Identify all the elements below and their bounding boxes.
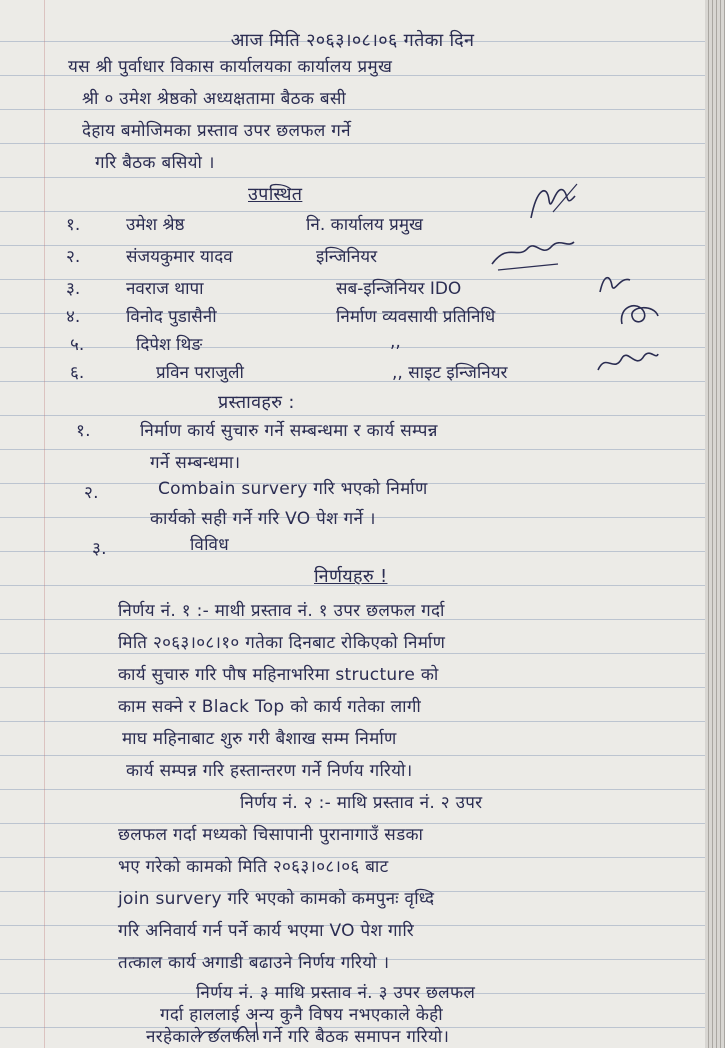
signature-2 bbox=[488, 234, 578, 274]
date-line: आज मिति २०६३।०८।०६ गतेका दिन bbox=[230, 30, 475, 51]
attendee-role: नि. कार्यालय प्रमुख bbox=[306, 215, 423, 235]
attendee-role: ,, साइट इन्जिनियर bbox=[392, 363, 508, 383]
attendee-row bbox=[70, 332, 570, 360]
decision-line: माघ महिनाबाट शुरु गरी बैशाख सम्म निर्माण bbox=[122, 729, 397, 749]
decision-line: भए गरेको कामको मिति २०६३।०८।०६ बाट bbox=[118, 857, 389, 877]
attendee-row bbox=[66, 276, 586, 304]
decision-line: गर्दा हाललाई अन्य कुनै विषय नभएकाले केही bbox=[160, 1005, 443, 1025]
signature-6 bbox=[196, 1016, 286, 1046]
attendee-row bbox=[70, 360, 630, 388]
proposal-line: विविध bbox=[190, 535, 230, 555]
attendee-number: १. bbox=[66, 215, 81, 235]
proposals-heading: प्रस्तावहरु : bbox=[218, 392, 295, 413]
proposal-number: ३. bbox=[92, 539, 107, 559]
attendee-role: ,, bbox=[390, 332, 401, 352]
decision-line: कार्य सम्पन्न गरि हस्तान्तरण गर्ने निर्णय गरियो। bbox=[126, 761, 413, 781]
decision-line: काम सक्ने र Black Top को कार्य गतेका लागी bbox=[118, 697, 422, 717]
signature-3 bbox=[596, 268, 636, 298]
decisions-heading: निर्णयहरु ! bbox=[314, 566, 388, 587]
decision-line: मिति २०६३।०८।१० गतेका दिनबाट रोकिएको निर्माण bbox=[118, 633, 446, 653]
decision-line: निर्णय नं. २ :- माथि प्रस्ताव नं. २ उपर bbox=[240, 793, 483, 813]
intro-line-1: यस श्री पुर्वाधार विकास कार्यालयका कार्यालय प्रमुख bbox=[68, 57, 393, 77]
attendee-number: ४. bbox=[66, 307, 81, 327]
attendee-number: ५. bbox=[70, 335, 85, 355]
proposal-line: Combain survery गरि भएको निर्माण bbox=[158, 479, 428, 499]
decision-line: निर्णय नं. १ :- माथी प्रस्ताव नं. १ उपर छलफल गर्दा bbox=[118, 601, 445, 621]
decision-line: कार्य सुचारु गरि पौष महिनाभरिमा structure को bbox=[118, 665, 439, 685]
proposal-line: गर्ने सम्बन्धमा। bbox=[150, 453, 241, 473]
attendee-number: ३. bbox=[66, 279, 81, 299]
signature-1 bbox=[525, 178, 585, 226]
intro-line-3: देहाय बमोजिमका प्रस्ताव उपर छलफल गर्ने bbox=[82, 121, 351, 141]
attendee-number: ६. bbox=[70, 363, 85, 383]
proposal-number: १. bbox=[76, 421, 91, 441]
signature-5 bbox=[592, 344, 662, 380]
attendee-name: दिपेश थिङ bbox=[136, 335, 203, 355]
attendee-role: सब-इन्जिनियर IDO bbox=[336, 279, 462, 299]
attendee-name: विनोद पुडासैनी bbox=[126, 307, 217, 327]
intro-line-2: श्री ० उमेश श्रेष्ठको अध्यक्षतामा बैठक बसी bbox=[82, 89, 347, 109]
margin-line bbox=[44, 0, 45, 1048]
attendees-heading: उपस्थित bbox=[248, 184, 303, 205]
intro-line-4: गरि बैठक बसियो । bbox=[95, 153, 215, 173]
signature-4 bbox=[614, 296, 664, 332]
attendee-number: २. bbox=[66, 247, 81, 267]
attendee-name: संजयकुमार यादव bbox=[126, 247, 233, 267]
proposal-number: २. bbox=[84, 483, 99, 503]
attendee-name: प्रविन पराजुली bbox=[156, 363, 244, 383]
attendee-role: निर्माण व्यवसायी प्रतिनिधि bbox=[336, 307, 496, 327]
decision-line: नरहेकाले छलफल गर्ने गरि बैठक समापन गरियो। bbox=[146, 1027, 450, 1047]
decision-line: गरि अनिवार्य गर्न पर्ने कार्य भएमा VO पेश गारि bbox=[118, 921, 414, 941]
notebook-binding-edge bbox=[705, 0, 725, 1048]
proposal-line: कार्यको सही गर्ने गरि VO पेश गर्ने । bbox=[150, 509, 376, 529]
decision-line: तत्काल कार्य अगाडी बढाउने निर्णय गरियो । bbox=[118, 953, 390, 973]
attendee-name: उमेश श्रेष्ठ bbox=[126, 215, 185, 235]
attendee-name: नवराज थापा bbox=[126, 279, 204, 299]
proposal-line: निर्माण कार्य सुचारु गर्ने सम्बन्धमा र कार्य सम्पन्न bbox=[140, 421, 438, 441]
decision-line: join survery गरि भएको कामको कमपुनः वृध्दि bbox=[118, 889, 435, 909]
attendee-row bbox=[66, 304, 626, 332]
decision-line: छलफल गर्दा मध्यको चिसापानी पुरानागाउँ सडका bbox=[118, 825, 424, 845]
attendee-role: इन्जिनियर bbox=[316, 247, 378, 267]
decision-line: निर्णय नं. ३ माथि प्रस्ताव नं. ३ उपर छलफल bbox=[196, 983, 476, 1003]
